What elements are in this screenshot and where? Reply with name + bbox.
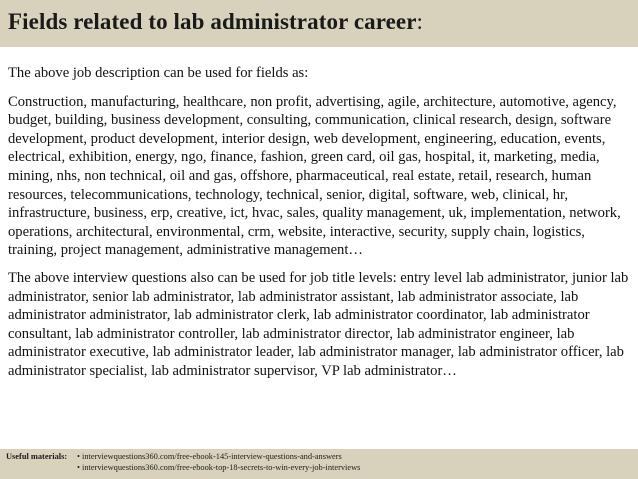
- page-title: [8, 9, 638, 35]
- footer-bar: [0, 449, 638, 479]
- job-titles-paragraph: The above interview questions also can be used for job title levels: entry level lab administrator, junior lab administrator, senior lab administrator, lab administrator assistant, lab administrator associate, lab administrator administrator, lab administrator clerk, lab administrator coordinator, lab administrator consultant, lab administrator controller, lab administrator director, lab administrator engineer, lab administrator executive, lab administrator leader, lab administrator manager, lab administrator officer, lab administrator specialist, lab administrator supervisor, VP lab administrator…: [8, 269, 629, 379]
- title-bar: [0, 0, 638, 47]
- intro-text: The above job description can be used for fields as:: [8, 65, 309, 81]
- page-title-colon: :: [416, 9, 424, 34]
- fields-paragraph: Construction, manufacturing, healthcare, non profit, advertising, agile, architecture, automotive, agency, budget, building, business development, consulting, communication, clinical research, design, software development, product development, interior design, web development, engineering, education, events, electrical, exhibition, energy, ngo, finance, fashion, green card, oil gas, hospital, it, marketing, media, mining, nhs, non technical, oil and gas, offshore, pharmaceutical, real estate, retail, research, human resources, telecommunications, technology, technical, senior, digital, software, web, clinical, hr, infrastructure, business, erp, creative, ict, hvac, sales, quality management, uk, implementation, network, operations, architectural, environmental, crm, website, interactive, security, supply chain, logistics, training, project management, administrative management…: [8, 93, 621, 259]
- useful-materials-label: Useful materials:: [6, 452, 68, 461]
- main-content: [8, 64, 630, 381]
- footer-link-ebook-145[interactable]: • interviewquestions360.com/free-ebook-145-interview-questions-and-answers: [77, 452, 342, 461]
- page-title-text: Fields related to lab administrator career: [8, 9, 417, 34]
- footer-link-ebook-top-18[interactable]: • interviewquestions360.com/free-ebook-top-18-secrets-to-win-every-job-interviews: [77, 462, 361, 472]
- footer-links: [77, 452, 360, 473]
